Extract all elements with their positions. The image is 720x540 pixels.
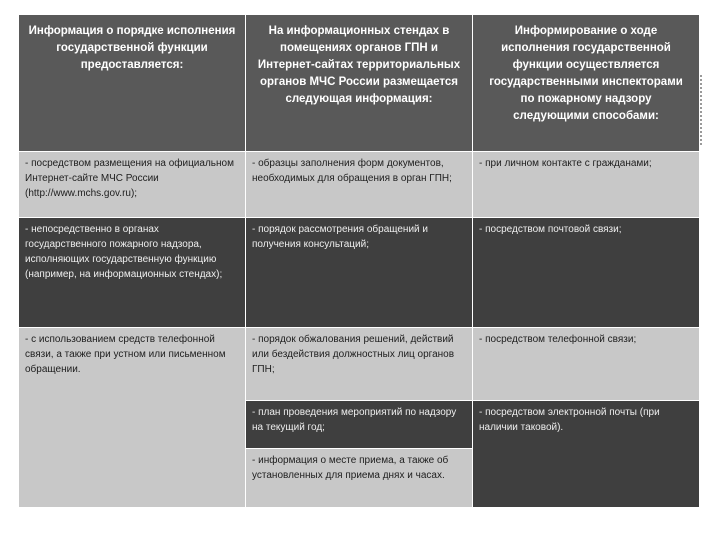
cell-email: - посредством электронной почты (при наличии таковой). (473, 401, 699, 508)
cell-website: - посредством размещения на официальном Интернет-сайте МЧС России (http://www.mchs.gov.ru); (19, 152, 246, 218)
cell-appeal-order: - порядок обжалования решений, действий или бездействия должностных лиц органов ГПН; (246, 328, 473, 401)
cell-postal: - посредством почтовой связи; (473, 218, 699, 328)
cell-phone-communication: - с использованием средств телефонной связи, а также при устном или письменном обращении. (19, 328, 246, 508)
cell-personal-contact: - при личном контакте с гражданами; (473, 152, 699, 218)
cell-form-samples: - образцы заполнения форм документов, необходимых для обращения в орган ГПН; (246, 152, 473, 218)
edge-marks (700, 75, 705, 145)
cell-consultation-order: - порядок рассмотрения обращений и получения консультаций; (246, 218, 473, 328)
info-table (19, 15, 699, 508)
cell-annual-plan: - план проведения мероприятий по надзору на текущий год; (246, 401, 473, 449)
cell-gpn-bodies: - непосредственно в органах государственного пожарного надзора, исполняющих государственную функцию (например, на информационных стендах); (19, 218, 246, 328)
cell-telephone: - посредством телефонной связи; (473, 328, 699, 401)
header-info-provision: Информация о порядке исполнения государственной функции предоставляется: (19, 15, 246, 152)
cell-reception-info: - информация о месте приема, а также об установленных для приема днях и часах. (246, 449, 473, 508)
header-informing-methods: Информирование о ходе исполнения государственной функции осуществляется государственными инспекторами по пожарному надзору следующими способами: (473, 15, 699, 152)
header-stands-info: На информационных стендах в помещениях органов ГПН и Интернет-сайтах территориальных органов МЧС России размещается следующая информация: (246, 15, 473, 152)
